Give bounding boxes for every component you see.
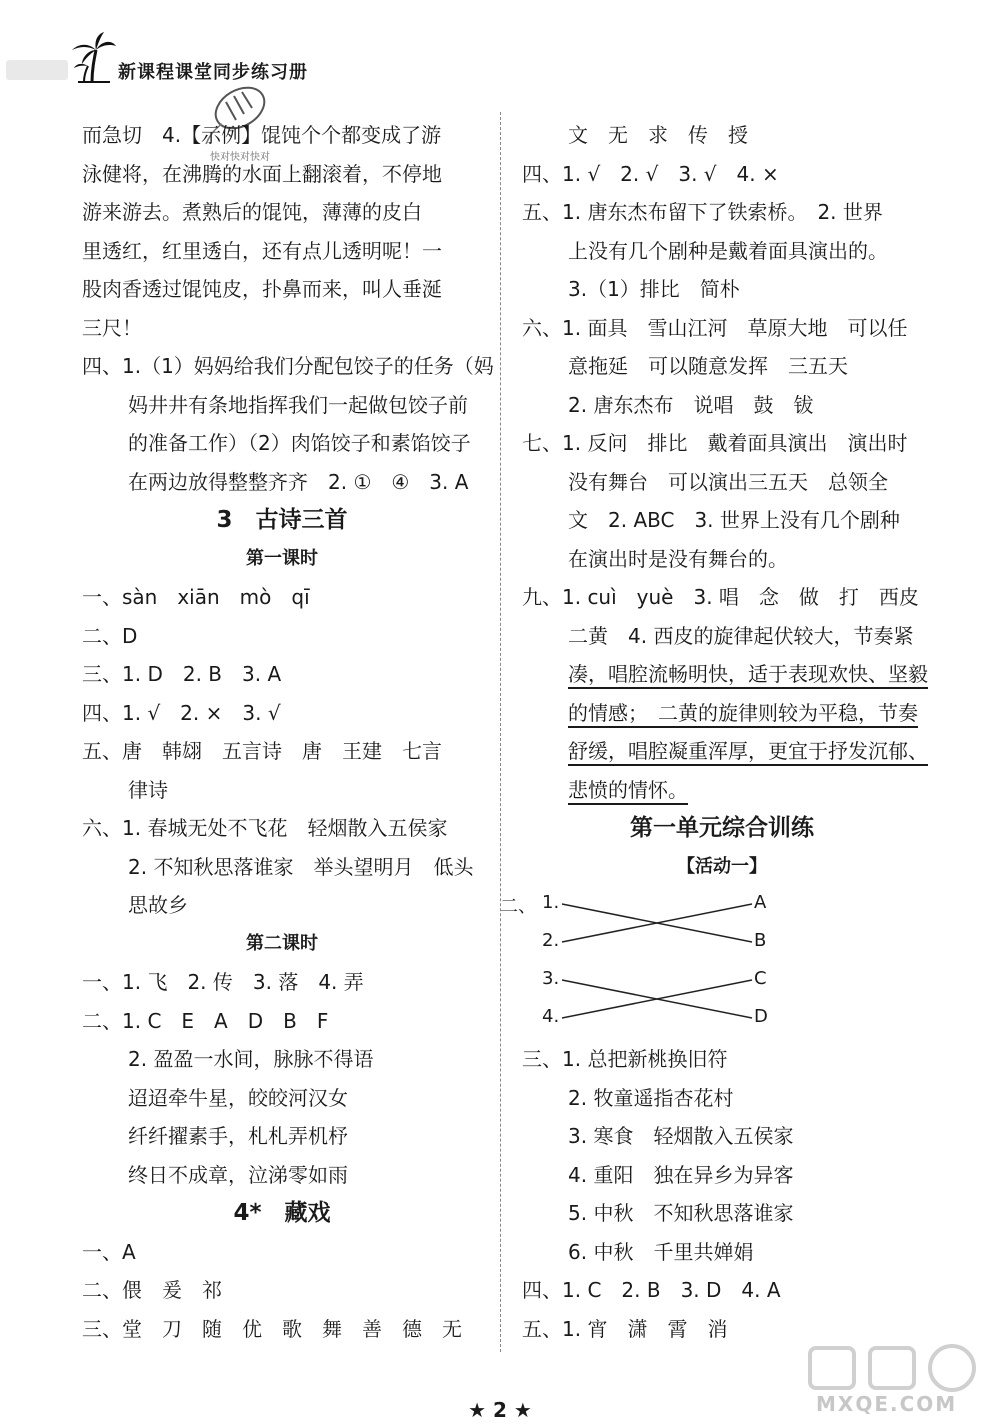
answer-line: 六、1. 面具 雪山江河 草原大地 可以任	[522, 315, 908, 340]
section-heading: 第一课时	[246, 547, 318, 569]
answer-line: 泳健将，在沸腾的水面上翻滚着，不停地	[82, 161, 442, 186]
answer-line: 律诗	[128, 777, 168, 802]
answer-line: 一、sàn xiān mò qī	[82, 585, 310, 609]
match-left-label: 2.	[542, 930, 560, 951]
left-column	[82, 116, 494, 1348]
answer-line: 三、1. 总把新桃换旧符	[522, 1047, 728, 1071]
answer-line: 2. 不知秋思落谁家 举头望明月 低头	[128, 854, 474, 879]
answer-line: 2. 牧童遥指杏花村	[568, 1085, 734, 1110]
match-left-label: 3.	[542, 968, 560, 989]
answer-line: 终日不成章，泣涕零如雨	[128, 1162, 348, 1187]
answer-line: 四、1. √ 2. × 3. √	[82, 700, 281, 725]
match-right-label: B	[754, 930, 767, 951]
answer-line: 2. 盈盈一水间，脉脉不得语	[128, 1047, 374, 1071]
answer-line: 在演出时是没有舞台的。	[568, 546, 788, 571]
watermark	[800, 1340, 990, 1420]
answer-line: 没有舞台 可以演出三五天 总领全	[568, 469, 888, 494]
match-right-label: D	[754, 1006, 768, 1027]
answer-line: 舒缓，唱腔凝重浑厚，更宜于抒发沉郁、	[568, 739, 928, 763]
section-heading: 3 古诗三首	[216, 507, 348, 533]
answer-line: 二、1. C E A D B F	[82, 1008, 329, 1033]
answer-line: 2. 唐东杰布 说唱 鼓 钹	[568, 392, 814, 417]
matching-exercise	[500, 886, 922, 1040]
answer-line: 3. 寒食 轻烟散入五侯家	[568, 1124, 794, 1148]
right-column	[500, 116, 928, 1348]
answer-line: 4. 重阳 独在异乡为异客	[568, 1162, 794, 1187]
stamp-text: 快对快对快对	[210, 152, 270, 163]
match-right-label: A	[754, 892, 767, 913]
star-icon: ★	[513, 1398, 532, 1422]
answer-line: 迢迢牵牛星，皎皎河汉女	[128, 1085, 348, 1110]
answer-line: 二黄 4. 西皮的旋律起伏较大，节奏紧	[568, 623, 914, 648]
answer-line: 纤纤擢素手，札札弄机杼	[128, 1124, 348, 1148]
answer-line: 九、1. cuì yuè 3. 唱 念 做 打 西皮	[522, 585, 919, 609]
right-column-top	[522, 116, 928, 886]
right-column-bottom	[522, 1040, 922, 1348]
column-divider	[500, 112, 501, 1352]
answer-line: 3.（1）排比 简朴	[568, 277, 740, 301]
answer-line: 一、A	[82, 1239, 136, 1264]
answer-line: 七、1. 反问 排比 戴着面具演出 演出时	[522, 431, 908, 455]
answer-line: 四、1. √ 2. √ 3. √ 4. ×	[522, 161, 779, 186]
answer-line: 6. 中秋 千里共婵娟	[568, 1239, 754, 1264]
answer-line: 悲愤的情怀。	[568, 777, 688, 802]
answer-line: 思故乡	[128, 893, 188, 917]
answer-line: 妈井井有条地指挥我们一起做包饺子前	[128, 392, 468, 417]
matching-lines	[522, 886, 782, 1040]
answer-line: 的情感； 二黄的旋律则较为平稳，节奏	[568, 700, 918, 725]
answer-line: 意拖延 可以随意发挥 三五天	[568, 354, 848, 378]
section-heading: 4* 藏戏	[233, 1200, 331, 1226]
match-left-label: 1.	[542, 892, 560, 913]
answer-line: 三尺！	[82, 315, 142, 340]
answer-line: 文 无 求 传 授	[568, 123, 748, 147]
book-title: 新课程课堂同步练习册	[118, 62, 308, 83]
answer-line: 二、D	[82, 623, 138, 648]
page-number: 2	[493, 1398, 507, 1422]
answer-line: 游来游去。煮熟后的馄饨，薄薄的皮白	[82, 200, 422, 224]
answer-line: 六、1. 春城无处不飞花 轻烟散入五侯家	[82, 816, 448, 840]
section-heading: 【活动一】	[677, 855, 767, 877]
answer-line: 五、唐 韩翃 五言诗 唐 王建 七言	[82, 739, 442, 763]
answer-line: 四、1. C 2. B 3. D 4. A	[522, 1278, 781, 1302]
palm-tree-icon	[70, 32, 118, 84]
answer-line: 在两边放得整整齐齐 2. ① ④ 3. A	[128, 469, 469, 494]
answer-line: 一、1. 飞 2. 传 3. 落 4. 弄	[82, 970, 364, 994]
answer-line: 三、堂 刀 随 优 歌 舞 善 德 无	[82, 1316, 462, 1341]
section-heading: 第二课时	[246, 932, 318, 954]
answer-line: 5. 中秋 不知秋思落谁家	[568, 1201, 794, 1225]
answer-line: 股肉香透过馄饨皮，扑鼻而来，叫人垂涎	[82, 277, 442, 301]
answer-line: 里透红，红里透白，还有点儿透明呢！一	[82, 238, 442, 263]
answer-line: 文 2. ABC 3. 世界上没有几个剧种	[568, 508, 900, 532]
matching-prefix: 二、	[500, 896, 536, 917]
watermark-logo-icon	[800, 1340, 990, 1396]
answer-line: 的准备工作）（2）肉馅饺子和素馅饺子	[128, 431, 471, 455]
answer-line: 五、1. 宵 潇 霄 消	[522, 1316, 728, 1341]
answer-line: 凑，唱腔流畅明快，适于表现欢快、坚毅	[568, 662, 928, 686]
answer-line: 而急切 4.【示例】馄饨个个都变成了游	[82, 123, 442, 147]
answer-line: 三、1. D 2. B 3. A	[82, 662, 282, 686]
answer-line: 四、1.（1）妈妈给我们分配包饺子的任务（妈	[82, 354, 494, 378]
answer-line: 二、偎 爰 祁	[82, 1278, 222, 1302]
match-left-label: 4.	[542, 1006, 560, 1027]
answer-line: 五、1. 唐东杰布留下了铁索桥。 2. 世界	[522, 200, 883, 224]
section-heading: 第一单元综合训练	[630, 815, 814, 841]
star-icon: ★	[468, 1398, 487, 1422]
watermark-text: MXQE.COM	[816, 1392, 958, 1416]
blurred-logo	[6, 60, 68, 80]
match-right-label: C	[754, 968, 767, 989]
answer-line: 上没有几个剧种是戴着面具演出的。	[568, 238, 888, 263]
